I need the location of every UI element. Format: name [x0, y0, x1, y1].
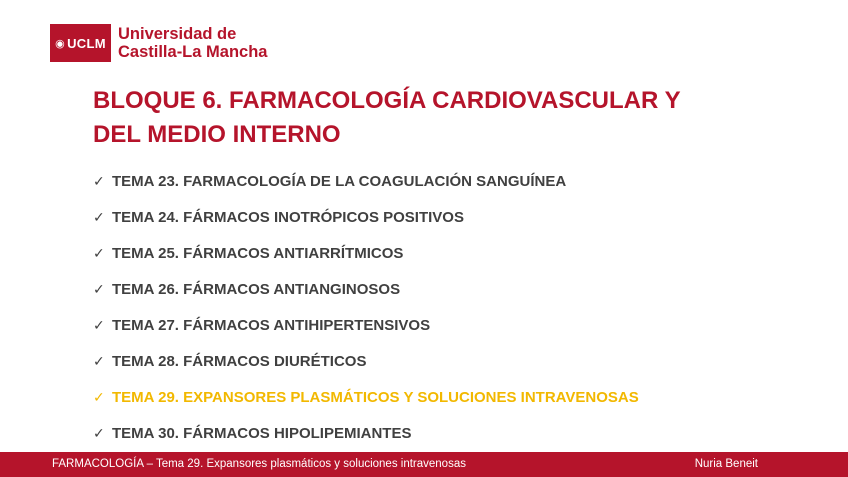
slide-title-line2: DEL MEDIO INTERNO: [93, 121, 341, 148]
topic-label: TEMA 26. FÁRMACOS ANTIANGINOSOS: [112, 280, 401, 298]
checkmark-icon: ✓: [93, 172, 105, 189]
logo-abbrev: UCLM: [67, 35, 106, 51]
topic-item: [93, 307, 639, 343]
checkmark-icon: ✓: [93, 388, 105, 405]
topic-label: TEMA 27. FÁRMACOS ANTIHIPERTENSIVOS: [112, 316, 431, 334]
checkmark-icon: ✓: [93, 244, 105, 261]
topic-item: [93, 235, 639, 271]
topic-item: [93, 343, 639, 379]
footer-course-text: FARMACOLOGÍA – Tema 29. Expansores plasmáticos y soluciones intravenosas: [52, 458, 466, 470]
topic-list: [93, 163, 639, 451]
topic-item: [93, 271, 639, 307]
topic-item: [93, 379, 639, 415]
checkmark-icon: ✓: [93, 424, 105, 441]
university-name-line2: Castilla-La Mancha: [118, 43, 268, 61]
checkmark-icon: ✓: [93, 352, 105, 369]
topic-label: TEMA 28. FÁRMACOS DIURÉTICOS: [112, 352, 367, 370]
checkmark-icon: ✓: [93, 208, 105, 225]
checkmark-icon: ✓: [93, 316, 105, 333]
topic-label: TEMA 23. FARMACOLOGÍA DE LA COAGULACIÓN SANGUÍNEA: [112, 172, 567, 190]
university-logo: [50, 24, 267, 62]
footer-author: Nuria Beneit: [694, 458, 758, 470]
checkmark-icon: ✓: [93, 280, 105, 297]
topic-label: TEMA 29. EXPANSORES PLASMÁTICOS Y SOLUCIONES INTRAVENOSAS: [112, 388, 639, 406]
footer-bar: [0, 452, 848, 477]
topic-label: TEMA 24. FÁRMACOS INOTRÓPICOS POSITIVOS: [112, 208, 464, 226]
uclm-emblem-icon: ◉: [55, 37, 66, 50]
topic-item: [93, 163, 639, 199]
topic-label: TEMA 25. FÁRMACOS ANTIARRÍTMICOS: [112, 244, 404, 262]
slide-title: [93, 84, 793, 152]
university-name-line1: Universidad de: [118, 25, 237, 43]
uclm-logo-mark: [50, 24, 111, 62]
topic-item: [93, 415, 639, 451]
topic-item: [93, 199, 639, 235]
slide-title-line1: BLOQUE 6. FARMACOLOGÍA CARDIOVASCULAR Y: [93, 87, 681, 114]
university-name: [118, 25, 267, 61]
topic-label: TEMA 30. FÁRMACOS HIPOLIPEMIANTES: [112, 424, 412, 442]
